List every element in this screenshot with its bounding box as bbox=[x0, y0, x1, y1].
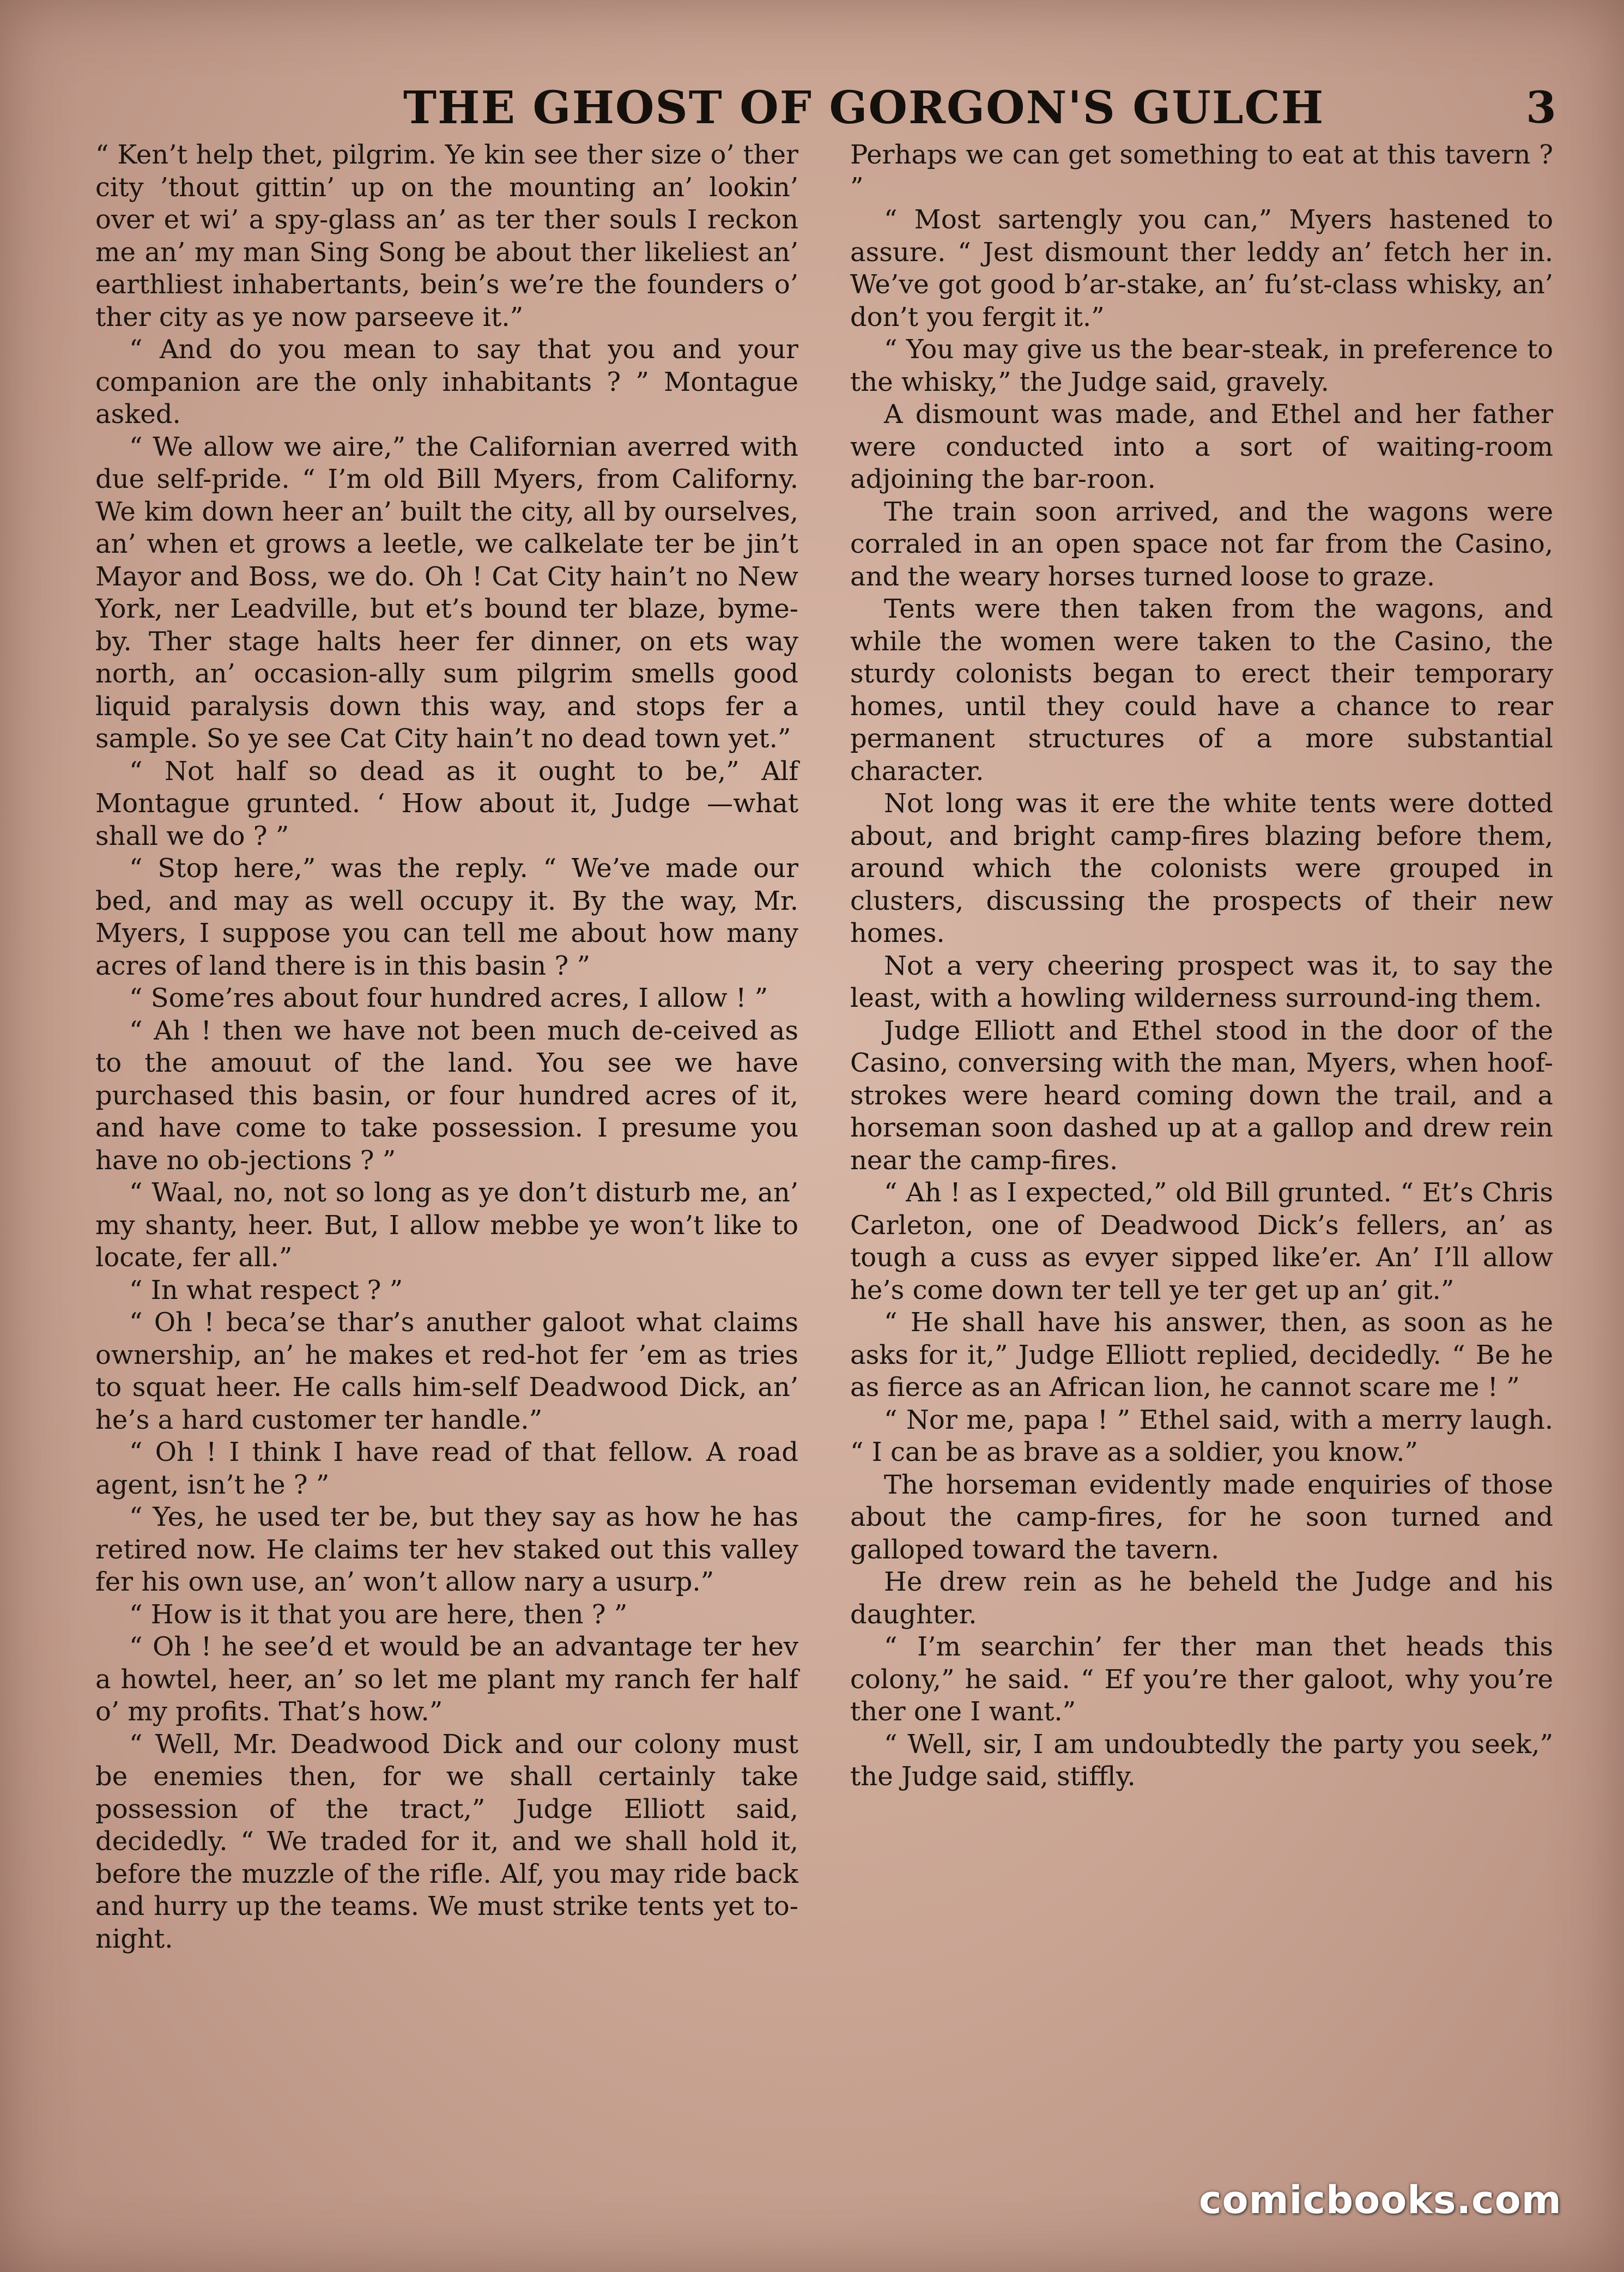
paragraph: Not a very cheering prospect was it, to say the least, with a howling wilderness surround-ing them. bbox=[850, 950, 1553, 1013]
paragraph: “ Waal, no, not so long as ye don’t disturb me, an’ my shanty, heer. But, I allow mebbe ye won’t like to locate, fer all.” bbox=[95, 1177, 798, 1273]
paragraph: “ Well, sir, I am undoubtedly the party you seek,” the Judge said, stiffly. bbox=[850, 1729, 1553, 1792]
paragraph: Tents were then taken from the wagons, and while the women were taken to the Casino, the sturdy colonists began to erect their temporary homes, until they could have a chance to rear permanent structures of a more substantial character. bbox=[850, 594, 1553, 787]
paragraph: “ In what respect ? ” bbox=[129, 1274, 403, 1306]
watermark: comicbooks.com bbox=[1199, 2178, 1562, 2222]
paragraph: The train soon arrived, and the wagons were corraled in an open space not far from the Casino, and the weary horses turned loose to graze. bbox=[850, 496, 1553, 592]
page-header bbox=[0, 82, 1624, 142]
paragraph: “ Ah ! then we have not been much de-ceived as to the amouut of the land. You see we have purchased this basin, or four hundred acres of it, and have come to take possession. I presume you have no ob-jections ? ” bbox=[95, 1015, 798, 1176]
paragraph: “ And do you mean to say that you and your companion are the only inhabitants ? ” Montague asked. bbox=[95, 334, 798, 430]
paragraph: “ Ken’t help thet, pilgrim. Ye kin see ther size o’ ther city ’thout gittin’ up on the mounting an’ lookin’ over et wi’ a spy-glass an’ as ter ther souls I reckon me an’ my man Sing Song be about ther likeliest an’ earthliest inhabertants, bein’s we’re the founders o’ ther city as ye now parseeve it.” bbox=[95, 140, 798, 333]
paragraph: “ Some’res about four hundred acres, I allow ! ” bbox=[129, 983, 768, 1013]
paragraph: “ Oh ! beca’se thar’s anuther galoot what claims ownership, an’ he makes et red-hot fer ’em as tries to squat heer. He calls him-self Deadwood Dick, an’ he’s a hard customer ter handle.” bbox=[95, 1307, 798, 1435]
paragraph: “ Well, Mr. Deadwood Dick and our colony must be enemies then, for we shall certainly take possession of the tract,” Judge Elliott said, decidedly. “ We traded for it, and we shall hold it, before the muzzle of the rifle. Alf, you may ride back and hurry up the teams. We must strike tents yet to-night. bbox=[95, 1729, 798, 1954]
paragraph: The horseman evidently made enquiries of those about the camp-fires, for he soon turned and galloped toward the tavern. bbox=[850, 1469, 1553, 1565]
paragraph: “ Not half so dead as it ought to be,” Alf Montague grunted. ‘ How about it, Judge —what shall we do ? ” bbox=[95, 756, 798, 851]
paragraph: “ Yes, he used ter be, but they say as how he has retired now. He claims ter hev staked out this valley fer his own use, an’ won’t allow nary a usurp.” bbox=[95, 1502, 798, 1597]
paragraph: Not long was it ere the white tents were dotted about, and bright camp-fires blazing before them, around which the colonists were grouped in clusters, discussing the prospects of their new homes. bbox=[850, 788, 1553, 948]
paragraph: “ Oh ! I think I have read of that fellow. A road agent, isn’t he ? ” bbox=[95, 1437, 798, 1500]
paragraph: “ He shall have his answer, then, as soon as he asks for it,” Judge Elliott replied, decidedly. “ Be he as fierce as an African lion, he cannot scare me ! ” bbox=[850, 1307, 1553, 1403]
paragraph: Perhaps we can get something to eat at this tavern ? ” bbox=[850, 140, 1553, 203]
paragraph: “ You may give us the bear-steak, in preference to the whisky,” the Judge said, gravely. bbox=[850, 334, 1553, 397]
paragraph: “ I’m searchin’ fer ther man thet heads this colony,” he said. “ Ef you’re ther galoot, why you’re ther one I want.” bbox=[850, 1632, 1553, 1727]
running-title: THE GHOST OF GORGON'S GULCH bbox=[403, 82, 1325, 134]
paragraph: “ How is it that you are here, then ? ” bbox=[129, 1599, 628, 1630]
paragraph: “ Stop here,” was the reply. “ We’ve made our bed, and may as well occupy it. By the way, Mr. Myers, I suppose you can tell me about how many acres of land there is in this basin ? ” bbox=[95, 853, 798, 981]
paragraph: He drew rein as he beheld the Judge and his daughter. bbox=[850, 1567, 1553, 1630]
paragraph: “ Most sartengly you can,” Myers hastened to assure. “ Jest dismount ther leddy an’ fetch her in. We’ve got good b’ar-stake, an’ fu’st-class whisky, an’ don’t you fergit it.” bbox=[850, 204, 1553, 333]
paragraph: Judge Elliott and Ethel stood in the door of the Casino, conversing with the man, Myers, when hoof-strokes were heard coming down the trail, and a horseman soon dashed up at a gallop and drew rein near the camp-fires. bbox=[850, 1015, 1553, 1176]
text-column-left bbox=[95, 139, 798, 1955]
page-number: 3 bbox=[1526, 82, 1556, 133]
paragraph: “ Ah ! as I expected,” old Bill grunted. “ Et’s Chris Carleton, one of Deadwood Dick’s fellers, an’ as tough a cuss as evyer sipped like’er. An’ I’ll allow he’s come down ter tell ye ter get up an’ git.” bbox=[850, 1177, 1553, 1306]
paragraph: “ We allow we aire,” the Californian averred with due self-pride. “ I’m old Bill Myers, from Californy. We kim down heer an’ built the city, all by ourselves, an’ when et grows a leetle, we calkelate ter be jin’t Mayor and Boss, we do. Oh ! Cat City hain’t no New York, ner Leadville, but et’s bound ter blaze, byme-by. Ther stage halts heer fer dinner, on ets way north, an’ occasion-ally sum pilgrim smells good liquid paralysis down this way, and stops fer a sample. So ye see Cat City hain’t no dead town yet.” bbox=[95, 431, 798, 754]
paragraph: “ Oh ! he see’d et would be an advantage ter hev a howtel, heer, an’ so let me plant my ranch fer half o’ my profits. That’s how.” bbox=[95, 1632, 798, 1727]
paragraph: A dismount was made, and Ethel and her father were conducted into a sort of waiting-room adjoining the bar-roon. bbox=[850, 399, 1553, 494]
text-column-right bbox=[850, 139, 1553, 1793]
paragraph: “ Nor me, papa ! ” Ethel said, with a merry laugh. “ I can be as brave as a soldier, you know.” bbox=[850, 1404, 1553, 1467]
